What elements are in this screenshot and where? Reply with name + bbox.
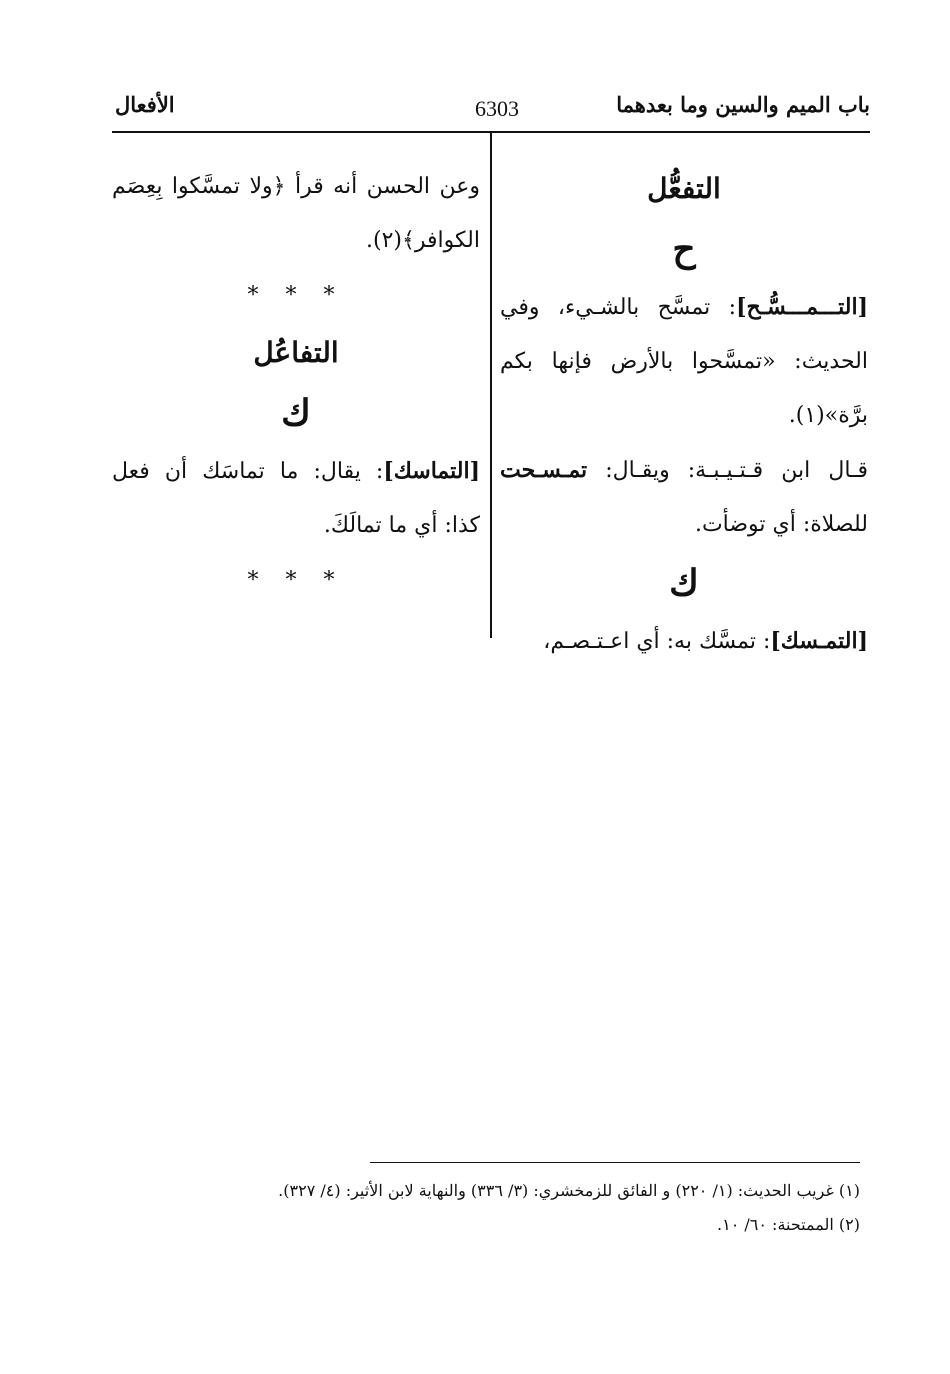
letter-heading: ح xyxy=(672,228,696,270)
entry-tamasuk xyxy=(112,444,480,553)
footnotes xyxy=(160,1174,860,1242)
left-column xyxy=(112,160,480,609)
entry-headword: [التمـسك] xyxy=(770,628,868,654)
quote-tail: للصلاة: أي توضأت. xyxy=(694,512,868,537)
entry-quote xyxy=(500,443,868,552)
letter-heading: ك xyxy=(281,392,311,434)
entry-text: : تمسَّك به: أي اعـتـصـم، xyxy=(543,629,771,654)
section-separator: * * * xyxy=(247,568,345,593)
section-title: التفعُّل xyxy=(647,172,721,205)
quote-word: تمـسـحت xyxy=(500,457,588,483)
entry-text: : تمسَّح بالشـيء، وفي الحديث: «تمسَّحوا بالأرض فإنها بكم برَّة»(١). xyxy=(500,295,868,428)
entry-text: : يقال: ما تماسَك أن فعل كذا: أي ما تمالَكَ. xyxy=(112,459,480,538)
right-column xyxy=(500,160,868,669)
entry-tamassuh xyxy=(500,280,868,443)
entry-headword: [التماسك] xyxy=(383,458,480,484)
intro-text: وعن الحسن أنه قرأ ﴿ولا تمسَّكوا بِعِصَم الكوافر﴾(٢). xyxy=(112,174,480,253)
page-header xyxy=(115,92,870,134)
section-separator: * * * xyxy=(247,283,345,308)
section-name: الأفعال xyxy=(115,92,175,117)
quote-lead: قـال ابن قـتـيـبـة: ويقـال: xyxy=(605,458,868,483)
footnote-2: (٢) الممتحنة: ٦٠/ ١٠. xyxy=(717,1215,860,1234)
page-number: 6303 xyxy=(475,96,519,121)
letter-heading: ك xyxy=(669,562,699,604)
section-title: التفاعُل xyxy=(253,336,339,369)
column-divider xyxy=(490,133,492,638)
entry-tamassuk xyxy=(500,614,868,669)
footnote-1: (١) غريب الحديث: (١/ ٢٢٠) و الفائق للزمخشري: (٣/ ٣٣٦) والنهاية لابن الأثير: (٤/ ٣٢٧). xyxy=(278,1181,860,1200)
chapter-title: باب الميم والسين وما بعدهما xyxy=(616,92,870,117)
footnote-rule xyxy=(370,1162,860,1163)
entry-headword: [التـــمـــسُّـح] xyxy=(736,294,868,320)
